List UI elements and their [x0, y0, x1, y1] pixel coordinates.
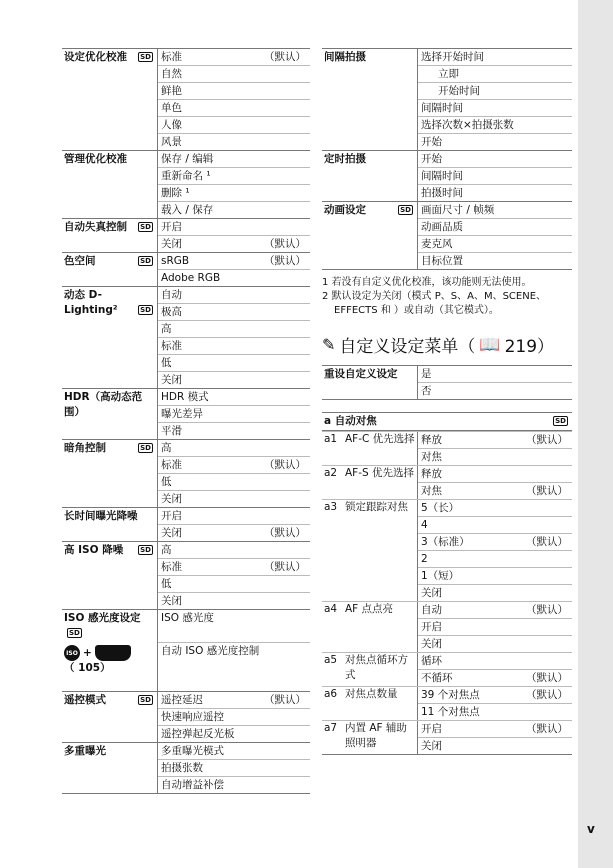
- table-row: [418, 466, 572, 482]
- group-options: [157, 287, 310, 388]
- option-text: 自动增益补偿: [161, 779, 224, 791]
- group-label: [62, 508, 157, 541]
- table-row: [158, 337, 310, 354]
- setting-label: 内置 AF 辅助照明器: [345, 721, 418, 754]
- group-label: [62, 542, 157, 609]
- table-row: [158, 371, 310, 388]
- option-text: Adobe RGB: [161, 272, 221, 284]
- custom-setting: [322, 652, 572, 686]
- option-text: 开启: [421, 621, 442, 633]
- table-row: [158, 167, 310, 184]
- settings-group: [62, 388, 310, 439]
- default-marker: （默认）: [264, 51, 306, 63]
- option-text: 选择次数×拍摄张数: [421, 119, 514, 131]
- settings-group: [62, 218, 310, 252]
- option-text: 关闭: [421, 587, 442, 599]
- setting-options: [418, 500, 572, 601]
- right-margin-bar: [578, 0, 613, 868]
- option-text: 开始时间: [438, 85, 480, 97]
- table-row: [418, 382, 572, 399]
- default-marker: （默认）: [526, 672, 568, 684]
- default-marker: （默认）: [264, 527, 306, 539]
- option-text: 11 个对焦点: [421, 706, 480, 718]
- table-row: [158, 82, 310, 99]
- setting-label: 对焦点循环方式: [345, 653, 418, 686]
- option-text: 保存 / 编辑: [161, 153, 214, 165]
- setting-number: a1: [324, 433, 338, 445]
- table-row: [158, 490, 310, 507]
- sd-card-icon: SD: [140, 53, 151, 61]
- default-marker: （默认）: [526, 485, 568, 497]
- default-marker: （默认）: [526, 434, 568, 446]
- option-text: 开启: [161, 221, 182, 233]
- table-row: [418, 550, 572, 567]
- default-marker: （默认）: [526, 689, 568, 701]
- option-text: 释放: [421, 434, 442, 446]
- sd-card-icon: SD: [400, 206, 411, 214]
- option-text: 关闭: [421, 638, 442, 650]
- group-label-text: 多重曝光: [64, 745, 106, 757]
- option-text: 快速响应遥控: [161, 711, 224, 723]
- setting-label: AF-S 优先选择: [345, 466, 418, 499]
- setting-number: a6: [324, 688, 338, 700]
- setting-number: a3: [324, 501, 338, 513]
- table-row: [418, 82, 572, 99]
- group-label-text: 设定优化校准: [64, 51, 127, 63]
- option-text: 39 个对焦点: [421, 689, 480, 701]
- table-row: [158, 269, 310, 286]
- group-label: [322, 202, 417, 269]
- table-row: [158, 49, 310, 65]
- option-text: 单色: [161, 102, 182, 114]
- option-text: 载入 / 保存: [161, 204, 214, 216]
- setting-label: 对焦点数量: [345, 687, 418, 720]
- table-row: [158, 320, 310, 337]
- option-text: 自然: [161, 68, 182, 80]
- option-text: 开启: [161, 510, 182, 522]
- setting-number: a7: [324, 722, 338, 734]
- table-row: [418, 252, 572, 269]
- option-text: 自动: [161, 289, 182, 301]
- table-row: [418, 687, 572, 703]
- table-row: [418, 151, 572, 167]
- settings-group: [62, 691, 310, 742]
- table-row: [158, 201, 310, 218]
- option-text: 多重曝光模式: [161, 745, 224, 757]
- setting-label: 锁定跟踪对焦: [345, 500, 418, 601]
- option-text: 关闭: [161, 374, 182, 386]
- option-text: 关闭: [161, 493, 182, 505]
- section-title-text: 自定义设定菜单（: [339, 337, 476, 357]
- group-label: [62, 287, 157, 388]
- option-text: 高: [161, 442, 172, 454]
- book-icon: 📖: [479, 334, 501, 355]
- setting-options: [418, 653, 572, 686]
- option-text: 间隔时间: [421, 170, 463, 182]
- table-row: [418, 516, 572, 533]
- group-options: [157, 219, 310, 252]
- table-row: [418, 432, 572, 448]
- group-label: [62, 440, 157, 507]
- section-ref: 219）: [504, 337, 555, 357]
- table-row: [158, 542, 310, 558]
- af-header: [322, 412, 572, 431]
- table-row: [158, 422, 310, 439]
- table-row: [158, 235, 310, 252]
- table-row: [418, 703, 572, 720]
- settings-group: [62, 439, 310, 507]
- group-label: [62, 253, 157, 286]
- option-text: 拍摄时间: [421, 187, 463, 199]
- table-row: [158, 133, 310, 150]
- group-options: [157, 508, 310, 541]
- table-row: [158, 592, 310, 609]
- setting-options: [418, 721, 572, 754]
- settings-group: [62, 286, 310, 388]
- footnotes: [322, 276, 572, 318]
- setting-options: [418, 432, 572, 465]
- settings-group: [62, 507, 310, 541]
- group-options: [157, 49, 310, 150]
- option-text: 画面尺寸 / 帧频: [421, 204, 495, 216]
- group-options: [157, 692, 310, 742]
- table-row: [158, 456, 310, 473]
- option-text: 开启: [421, 723, 442, 735]
- option-text: 遥控延迟: [161, 694, 203, 706]
- table-row: [158, 508, 310, 524]
- option-text: 循环: [421, 655, 442, 667]
- table-row: [418, 482, 572, 499]
- custom-setting: [322, 499, 572, 601]
- option-text: 曝光差异: [161, 408, 203, 420]
- table-row: [158, 642, 310, 691]
- table-row: [418, 500, 572, 516]
- option-text: ISO 感光度: [161, 612, 214, 624]
- right-column: [322, 48, 572, 755]
- group-options: [157, 151, 310, 218]
- table-row: [158, 776, 310, 793]
- default-marker: （默认）: [526, 723, 568, 735]
- group-label: [62, 743, 157, 793]
- option-text: 立即: [438, 68, 459, 80]
- option-text: 麦克风: [421, 238, 453, 250]
- option-text: 高: [161, 323, 172, 335]
- option-text: 标准: [161, 561, 182, 573]
- table-row: [158, 253, 310, 269]
- group-label-text: 遥控模式: [64, 694, 106, 706]
- group-options: [417, 49, 572, 150]
- command-dial-icon: [95, 645, 131, 661]
- default-marker: （默认）: [264, 238, 306, 250]
- setting-label: AF 点点亮: [345, 602, 418, 652]
- table-row: [418, 167, 572, 184]
- custom-settings: [322, 431, 572, 755]
- table-row: [418, 133, 572, 150]
- table-row: [158, 692, 310, 708]
- table-row: [418, 184, 572, 201]
- group-label-text: 自动失真控制: [64, 221, 127, 233]
- custom-setting: [322, 465, 572, 499]
- setting-number: a5: [324, 654, 338, 666]
- table-row: [418, 366, 572, 382]
- iso-button-icon: ISO: [64, 645, 80, 661]
- default-marker: （默认）: [264, 694, 306, 706]
- table-row: [418, 737, 572, 754]
- iso-dial-icon: [64, 645, 155, 661]
- setting-options: [418, 466, 572, 499]
- option-text: 鲜艳: [161, 85, 182, 97]
- table-row: [418, 721, 572, 737]
- option-text: 关闭: [161, 238, 182, 250]
- option-text: 5（长）: [421, 502, 460, 514]
- plus-icon: +: [83, 646, 92, 659]
- group-label: [62, 692, 157, 742]
- option-text: sRGB: [161, 255, 190, 267]
- table-row: [418, 99, 572, 116]
- settings-group: [322, 150, 572, 201]
- table-row: [158, 354, 310, 371]
- option-text: 极高: [161, 306, 182, 318]
- settings-group: [62, 742, 310, 794]
- af-header-text: a 自动对焦: [324, 415, 377, 427]
- option-text: 关闭: [161, 595, 182, 607]
- table-row: [158, 184, 310, 201]
- option-text: 不循环: [421, 672, 453, 684]
- option-text: 标准: [161, 51, 182, 63]
- table-row: [158, 405, 310, 422]
- option-text: 开始: [421, 153, 442, 165]
- table-row: [418, 567, 572, 584]
- footnote: 1 若没有自定义优化校准，该功能则无法使用。: [322, 277, 532, 288]
- table-row: [158, 389, 310, 405]
- option-text: 风景: [161, 136, 182, 148]
- option-text: 关闭: [421, 740, 442, 752]
- option-text: 3（标准）: [421, 536, 470, 548]
- option-text: 高: [161, 544, 172, 556]
- table-row: [158, 116, 310, 133]
- section-title: [322, 332, 572, 357]
- table-row: [418, 448, 572, 465]
- default-marker: （默认）: [264, 561, 306, 573]
- option-text: 自动: [421, 604, 442, 616]
- group-label: [62, 389, 157, 439]
- group-label: 重设自定义设定: [324, 368, 398, 380]
- option-text: 低: [161, 578, 172, 590]
- footnote: 2 默认设定为关闭（模式 P、S、A、M、SCENE、EFFECTS 和 ）或自动（其它模式）。: [322, 291, 547, 316]
- option-text: 平滑: [161, 425, 182, 437]
- group-label: [62, 610, 157, 691]
- group-label-text: 高 ISO 降噪: [64, 544, 124, 556]
- table-row: [418, 584, 572, 601]
- group-options: [157, 743, 310, 793]
- option-text: 自动 ISO 感光度控制: [161, 645, 260, 657]
- group-options: [417, 202, 572, 269]
- option-text: 标准: [161, 459, 182, 471]
- sd-card-icon: SD: [140, 546, 151, 554]
- group-label-text: 动画设定: [324, 204, 366, 216]
- group-label-text: 管理优化校准: [64, 153, 127, 165]
- group-label: [322, 151, 417, 201]
- option-text: HDR 模式: [161, 391, 209, 403]
- option-text: 低: [161, 476, 172, 488]
- table-row: [418, 635, 572, 652]
- settings-group: [322, 48, 572, 150]
- custom-setting: [322, 601, 572, 652]
- setting-options: [418, 687, 572, 720]
- group-label-text: 动态 D-Lighting²: [64, 289, 118, 316]
- sd-card-icon: SD: [140, 257, 151, 265]
- group-options: [157, 389, 310, 439]
- default-marker: （默认）: [526, 604, 568, 616]
- group-options: [417, 366, 572, 399]
- sd-card-icon: SD: [140, 696, 151, 704]
- table-row: [158, 743, 310, 759]
- custom-setting: [322, 686, 572, 720]
- option-text: 1（短）: [421, 570, 460, 582]
- table-row: [418, 202, 572, 218]
- settings-group: [62, 48, 310, 150]
- table-row: [418, 116, 572, 133]
- option-text: 删除 ¹: [161, 187, 190, 199]
- option-text: 4: [421, 519, 428, 531]
- option-text: 低: [161, 357, 172, 369]
- group-options: [157, 253, 310, 286]
- group-label-text: ISO 感光度设定: [64, 612, 141, 624]
- option-text: 目标位置: [421, 255, 463, 267]
- table-row: [158, 99, 310, 116]
- default-marker: （默认）: [526, 536, 568, 548]
- group-label-text: 长时间曝光降噪: [64, 510, 138, 522]
- table-row: [418, 618, 572, 635]
- table-row: [418, 602, 572, 618]
- option-text: 否: [421, 385, 432, 397]
- option-text: 选择开始时间: [421, 51, 484, 63]
- option-text: 对焦: [421, 451, 442, 463]
- table-row: [418, 218, 572, 235]
- group-label: [62, 151, 157, 218]
- pencil-icon: ✎: [322, 335, 336, 354]
- default-marker: （默认）: [264, 255, 306, 267]
- group-label: [62, 49, 157, 150]
- table-row: [418, 669, 572, 686]
- group-options: [157, 610, 310, 691]
- option-text: 遥控弹起反光板: [161, 728, 235, 740]
- sd-card-icon: SD: [140, 306, 151, 314]
- group-label-text: HDR（高动态范围）: [64, 391, 143, 418]
- group-label: [62, 219, 157, 252]
- option-text: 释放: [421, 468, 442, 480]
- option-text: 间隔时间: [421, 102, 463, 114]
- group-label-text: 定时拍摄: [324, 153, 366, 165]
- table-row: [158, 219, 310, 235]
- table-row: [158, 610, 310, 642]
- settings-group: [62, 609, 310, 691]
- table-row: [158, 440, 310, 456]
- reset-group: [322, 365, 572, 400]
- option-text: 重新命名 ¹: [161, 170, 211, 182]
- group-label-text: 色空间: [64, 255, 96, 267]
- table-row: [158, 303, 310, 320]
- table-row: [158, 558, 310, 575]
- settings-group: [62, 150, 310, 218]
- option-text: 拍摄张数: [161, 762, 203, 774]
- sd-card-icon: SD: [69, 629, 80, 637]
- table-row: [418, 533, 572, 550]
- settings-group: [322, 201, 572, 270]
- sd-card-icon: SD: [555, 417, 566, 425]
- settings-group: [62, 541, 310, 609]
- group-options: [417, 151, 572, 201]
- option-text: 2: [421, 553, 428, 565]
- group-options: [157, 542, 310, 609]
- option-text: 关闭: [161, 527, 182, 539]
- table-row: [158, 151, 310, 167]
- table-row: [158, 708, 310, 725]
- option-text: 动画品质: [421, 221, 463, 233]
- option-text: 标准: [161, 340, 182, 352]
- setting-options: [418, 602, 572, 652]
- sd-card-icon: SD: [140, 444, 151, 452]
- group-label-text: 间隔拍摄: [324, 51, 366, 63]
- custom-setting: [322, 431, 572, 465]
- setting-number: a4: [324, 603, 338, 615]
- table-row: [418, 653, 572, 669]
- table-row: [158, 575, 310, 592]
- group-options: [157, 440, 310, 507]
- custom-setting: [322, 720, 572, 754]
- table-row: [158, 287, 310, 303]
- option-text: 是: [421, 368, 432, 380]
- group-label: [322, 49, 417, 150]
- sd-card-icon: SD: [140, 223, 151, 231]
- default-marker: （默认）: [264, 459, 306, 471]
- table-row: [158, 759, 310, 776]
- left-column: [62, 48, 310, 794]
- table-row: [418, 65, 572, 82]
- table-row: [418, 235, 572, 252]
- page-number: v: [587, 822, 595, 836]
- setting-label: AF-C 优先选择: [345, 432, 418, 465]
- option-text: 对焦: [421, 485, 442, 497]
- table-row: [158, 473, 310, 490]
- settings-group: [62, 252, 310, 286]
- setting-number: a2: [324, 467, 338, 479]
- option-text: 开始: [421, 136, 442, 148]
- table-row: [158, 65, 310, 82]
- table-row: [158, 725, 310, 742]
- option-text: 人像: [161, 119, 182, 131]
- table-row: [158, 524, 310, 541]
- table-row: [418, 49, 572, 65]
- group-label-text: 暗角控制: [64, 442, 106, 454]
- page-ref: （ 105）: [64, 662, 111, 674]
